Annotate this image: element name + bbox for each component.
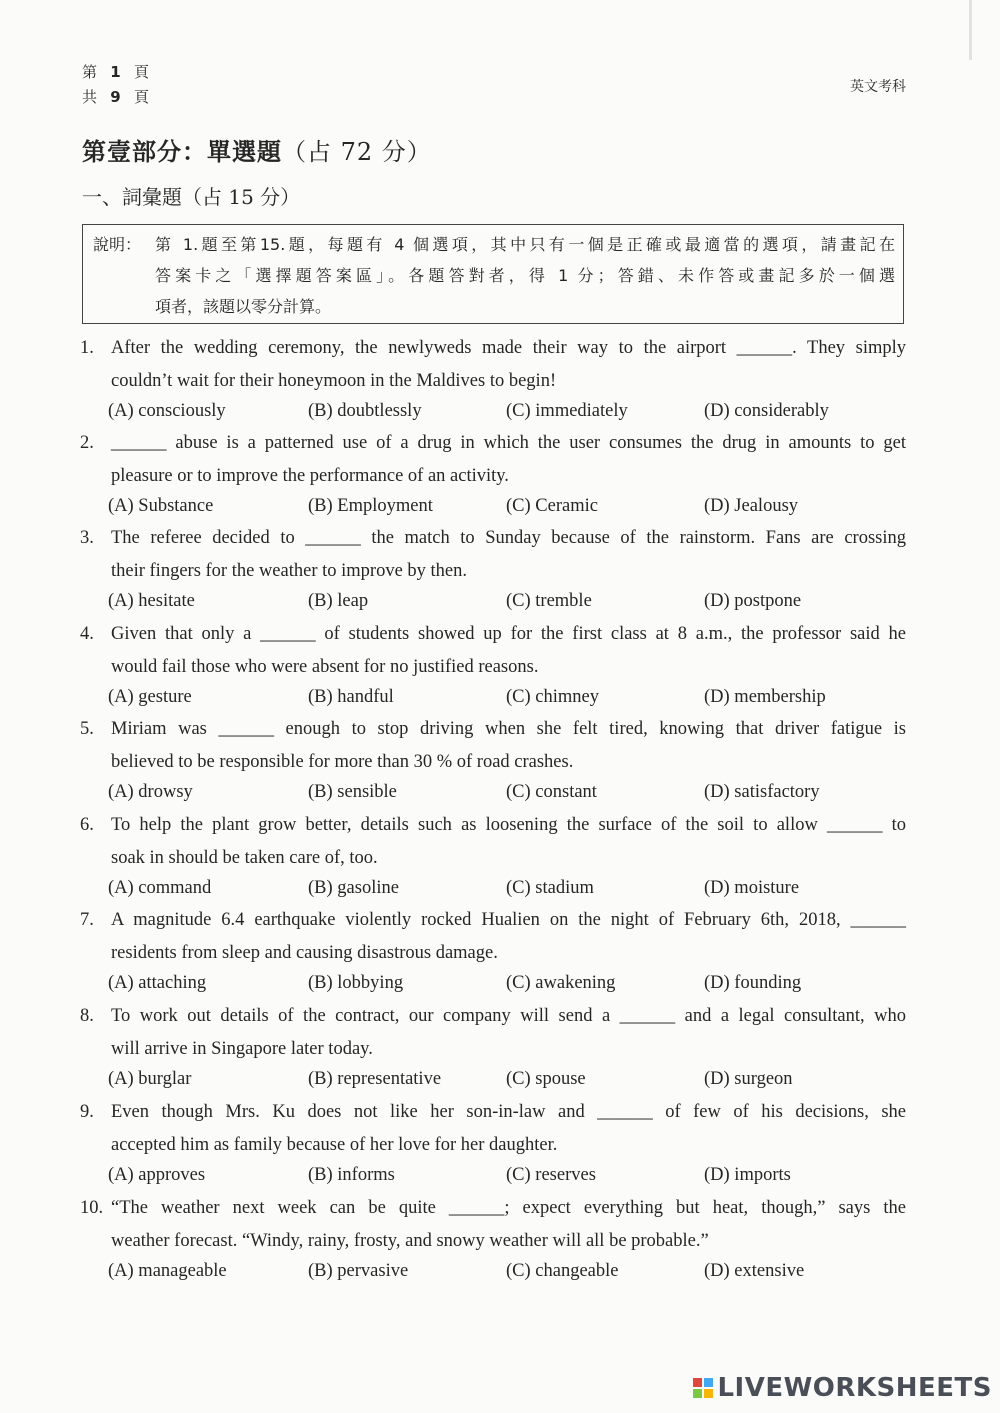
answer-option[interactable]: (B) informs (308, 1165, 395, 1185)
question-text-line: To help the plant grow better, details such as loosening the surface of the soil to allow ______ to (111, 815, 906, 835)
answer-option[interactable]: (B) sensible (308, 782, 397, 802)
part-title (82, 132, 432, 167)
answer-option[interactable]: (C) reserves (506, 1165, 596, 1185)
scan-edge-shadow (969, 0, 972, 60)
total-prefix: 共 (82, 88, 99, 106)
liveworksheets-logo (693, 1373, 992, 1403)
question-number: 5. (80, 719, 94, 739)
question-text-line: “The weather next week can be quite ______; expect everything but heat, though,” says the (111, 1198, 906, 1218)
page-number-line (82, 61, 150, 82)
question-text-line: residents from sleep and causing disastrous damage. (111, 943, 498, 963)
instructions-line: 項者，該題以零分計算。 (155, 297, 332, 316)
answer-option[interactable]: (A) Substance (108, 496, 214, 516)
answer-option[interactable]: (D) Jealousy (704, 496, 799, 516)
question-number: 2. (80, 433, 94, 453)
section-title-main: 一、詞彙題 (82, 185, 182, 209)
answer-option[interactable]: (B) pervasive (308, 1261, 409, 1281)
answer-option[interactable]: (D) imports (704, 1165, 791, 1185)
answer-option[interactable]: (A) drowsy (108, 782, 193, 802)
answer-option[interactable]: (A) command (108, 878, 212, 898)
question-text-line: would fail those who were absent for no justified reasons. (111, 657, 539, 677)
answer-option[interactable]: (B) gasoline (308, 878, 399, 898)
page-number: 1 (110, 63, 122, 81)
logo-square (693, 1389, 702, 1398)
question-text-line: A magnitude 6.4 earthquake violently rocked Hualien on the night of February 6th, 2018, ______ (111, 910, 906, 930)
answer-option[interactable]: (C) Ceramic (506, 496, 598, 516)
question-number: 1. (80, 338, 94, 358)
instructions-line: 第 1.題至第15.題，每題有 4 個選項，其中只有一個是正確或最適當的選項，請畫記在 (155, 235, 895, 254)
logo-square (704, 1389, 713, 1398)
answer-option[interactable]: (C) stadium (506, 878, 594, 898)
instructions-label: 說明： (93, 235, 142, 254)
answer-option[interactable]: (A) hesitate (108, 591, 195, 611)
answer-option[interactable]: (C) constant (506, 782, 597, 802)
answer-option[interactable]: (B) leap (308, 591, 369, 611)
question-text-line: Miriam was ______ enough to stop driving when she felt tired, knowing that driver fatigue is (111, 719, 906, 739)
question-number: 6. (80, 815, 94, 835)
answer-option[interactable]: (D) postpone (704, 591, 802, 611)
section-title-score: （占 15 分） (182, 185, 301, 209)
answer-option[interactable]: (C) changeable (506, 1261, 619, 1281)
page-suffix: 頁 (134, 63, 151, 81)
instructions-line: 答案卡之「選擇題答案區」。各題答對者，得 1 分；答錯、未作答或畫記多於一個選 (155, 266, 895, 285)
question-text-line: After the wedding ceremony, the newlyweds made their way to the airport ______. They simply (111, 338, 906, 358)
instructions-box (82, 224, 904, 324)
answer-option[interactable]: (A) gesture (108, 687, 192, 707)
question-text-line: their fingers for the weather to improve by then. (111, 561, 468, 581)
question-text-line: ______ abuse is a patterned use of a drug in which the user consumes the drug in amounts to get (111, 433, 906, 453)
part-title-main: 第壹部分：單選題 (82, 137, 282, 166)
answer-option[interactable]: (B) lobbying (308, 973, 404, 993)
answer-option[interactable]: (B) Employment (308, 496, 433, 516)
answer-option[interactable]: (D) membership (704, 687, 826, 707)
answer-option[interactable]: (D) moisture (704, 878, 800, 898)
question-text-line: accepted him as family because of her love for her daughter. (111, 1135, 558, 1155)
question-text-line: To work out details of the contract, our company will send a ______ and a legal consultant, who (111, 1006, 906, 1026)
answer-option[interactable]: (B) representative (308, 1069, 442, 1089)
logo-text: LIVEWORKSHEETS (717, 1373, 992, 1403)
answer-option[interactable]: (C) chimney (506, 687, 599, 707)
logo-square (704, 1378, 713, 1387)
answer-option[interactable]: (D) considerably (704, 401, 829, 421)
answer-option[interactable]: (B) handful (308, 687, 394, 707)
logo-square (693, 1378, 702, 1387)
answer-option[interactable]: (C) spouse (506, 1069, 586, 1089)
question-text-line: weather forecast. “Windy, rainy, frosty, and snowy weather will all be probable.” (111, 1231, 709, 1251)
total-suffix: 頁 (134, 88, 151, 106)
answer-option[interactable]: (D) founding (704, 973, 802, 993)
answer-option[interactable]: (C) tremble (506, 591, 592, 611)
question-text-line: pleasure or to improve the performance of an activity. (111, 466, 509, 486)
logo-mark-icon (693, 1378, 713, 1398)
section-title (82, 181, 300, 210)
subject-label: 英文考科 (850, 79, 906, 95)
question-number: 3. (80, 528, 94, 548)
answer-option[interactable]: (D) extensive (704, 1261, 805, 1281)
question-text-line: couldn’t wait for their honeymoon in the Maldives to begin! (111, 371, 557, 391)
page-total-line (82, 86, 150, 107)
answer-option[interactable]: (C) immediately (506, 401, 628, 421)
answer-option[interactable]: (D) surgeon (704, 1069, 793, 1089)
answer-option[interactable]: (A) burglar (108, 1069, 192, 1089)
question-text-line: Even though Mrs. Ku does not like her son-in-law and ______ of few of his decisions, she (111, 1102, 906, 1122)
total-pages: 9 (110, 88, 122, 106)
question-number: 7. (80, 910, 94, 930)
question-number: 4. (80, 624, 94, 644)
answer-option[interactable]: (D) satisfactory (704, 782, 820, 802)
page-prefix: 第 (82, 63, 99, 81)
part-title-score: （占 72 分） (282, 138, 432, 166)
answer-option[interactable]: (C) awakening (506, 973, 616, 993)
question-number: 10. (80, 1198, 104, 1218)
question-text-line: The referee decided to ______ the match to Sunday because of the rainstorm. Fans are crossing (111, 528, 906, 548)
question-text-line: believed to be responsible for more than 30 % of road crashes. (111, 752, 574, 772)
answer-option[interactable]: (A) manageable (108, 1261, 227, 1281)
question-number: 8. (80, 1006, 94, 1026)
question-number: 9. (80, 1102, 94, 1122)
answer-option[interactable]: (A) approves (108, 1165, 206, 1185)
question-text-line: will arrive in Singapore later today. (111, 1039, 373, 1059)
answer-option[interactable]: (A) consciously (108, 401, 226, 421)
question-text-line: soak in should be taken care of, too. (111, 848, 378, 868)
question-text-line: Given that only a ______ of students showed up for the first class at 8 a.m., the professor said he (111, 624, 906, 644)
answer-option[interactable]: (B) doubtlessly (308, 401, 422, 421)
answer-option[interactable]: (A) attaching (108, 973, 207, 993)
